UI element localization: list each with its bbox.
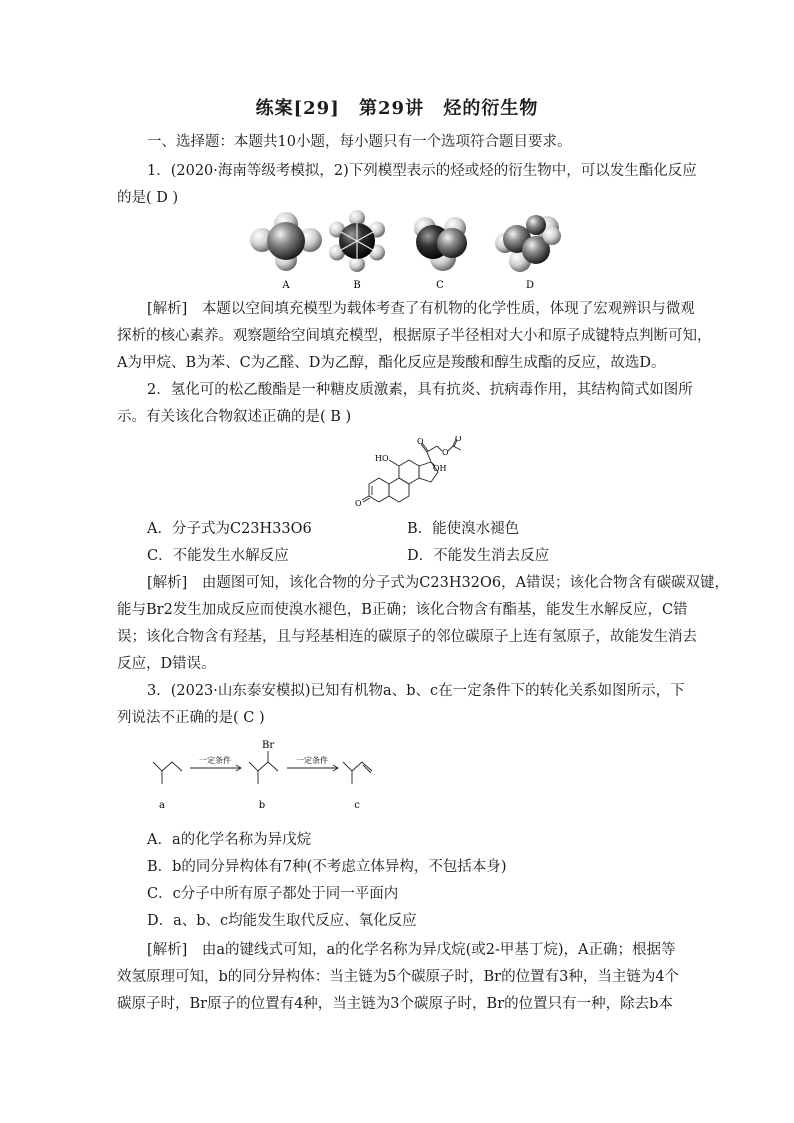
scheme-label-a: a [159, 800, 165, 811]
q1-analysis-line2: 探析的核心素养。观察题给空间填充模型，根据原子半径相对大小和原子成键特点判断可知， [117, 328, 712, 344]
q2-analysis-line3: 误；该化合物含有羟基，且与羟基相连的碳原子的邻位碳原子上连有氢原子，故能发生消去 [117, 629, 697, 645]
scheme-br: Br [262, 740, 275, 751]
struct-o-ketone: O [355, 499, 362, 508]
case-number: 练案[29] [255, 98, 340, 119]
struct-ho: HO [375, 454, 389, 463]
q2-stem-line1: 2．氢化可的松乙酸酯是一种糖皮质激素，具有抗炎、抗病毒作用，其结构简式如图所 [147, 382, 693, 398]
lecture-topic: 烃的衍生物 [443, 98, 539, 119]
scheme-label-b: b [258, 800, 266, 811]
scheme-condition-2: 一定条件 [296, 756, 328, 765]
q1-stem-line1: 1．(2020·海南等级考模拟，2)下列模型表示的烃或烃的衍生物中，可以发生酯化反应 [147, 163, 697, 179]
q3-option-c: C．c分子中所有原子都处于同一平面内 [147, 886, 399, 902]
q3-analysis-line3: 碳原子时，Br原子的位置有4种，当主链为3个碳原子时，Br的位置只有一种，除去b本 [117, 996, 673, 1012]
lecture-number: 第29讲 [359, 98, 425, 119]
q2-analysis-line2: 能与Br2发生加成反应而使溴水褪色，B正确；该化合物含有酯基，能发生水解反应，C错 [117, 602, 688, 618]
q3-stem-line1: 3．(2023·山东泰安模拟)已知有机物a、b、c在一定条件下的转化关系如图所示，下 [147, 683, 685, 699]
q3-option-a: A．a的化学名称为异戊烷 [147, 832, 312, 848]
scheme-label-c: c [354, 800, 360, 811]
struct-o-ester: O [442, 448, 449, 457]
model-label-d: D [525, 280, 535, 291]
struct-oh: OH [433, 464, 447, 473]
q2-stem-line2: 示。有关该化合物叙述正确的是( B ) [117, 409, 352, 425]
model-a-methane [250, 212, 322, 271]
model-label-b: B [353, 280, 361, 291]
q2-steroid-structure [353, 436, 473, 516]
q3-option-b: B．b的同分异构体有7种(不考虑立体异构，不包括本身) [147, 859, 507, 875]
model-label-a: A [282, 280, 290, 291]
q3-reaction-scheme [145, 736, 390, 826]
q2-option-b: B．能使溴水褪色 [407, 521, 520, 537]
scheme-condition-1: 一定条件 [199, 756, 231, 765]
q2-option-c: C．不能发生水解反应 [147, 548, 289, 564]
struct-o-side: O [417, 437, 424, 446]
q1-analysis-line1: [解析] 本题以空间填充模型为载体考查了有机物的化学性质，体现了宏观辨识与微观 [147, 301, 695, 317]
q3-option-d: D．a、b、c均能发生取代反应、氧化反应 [147, 913, 417, 929]
q2-analysis-line4: 反应，D错误。 [117, 656, 216, 672]
struct-o-carbonyl: O [455, 436, 462, 443]
q3-analysis-line1: [解析] 由a的键线式可知，a的化学名称为异戊烷(或2-甲基丁烷)，A正确；根据等 [147, 942, 676, 958]
model-label-c: C [436, 280, 444, 291]
q1-space-filling-models [250, 210, 580, 295]
section-heading: 一、选择题：本题共10小题，每小题只有一个选项符合题目要求。 [147, 134, 572, 150]
page-title [0, 94, 794, 120]
model-b-benzene [329, 210, 385, 272]
q3-analysis-line2: 效氢原理可知，b的同分异构体：当主链为5个碳原子时，Br的位置有3种，当主链为4个 [117, 969, 680, 985]
model-c-acetaldehyde [414, 217, 467, 271]
q3-stem-line2: 列说法不正确的是( C ) [117, 710, 265, 726]
q1-analysis-line3: A为甲烷、B为苯、C为乙醛、D为乙醇，酯化反应是羧酸和醇生成酯的反应，故选D。 [117, 355, 666, 371]
q2-analysis-line1: [解析] 由题图可知，该化合物的分子式为C23H32O6，A错误；该化合物含有碳碳双键， [147, 575, 730, 591]
model-d-ethanol [495, 215, 561, 272]
q2-option-d: D．不能发生消去反应 [407, 548, 550, 564]
q1-stem-line2: 的是( D ) [117, 190, 179, 206]
q2-option-a: A．分子式为C23H33O6 [147, 521, 312, 537]
